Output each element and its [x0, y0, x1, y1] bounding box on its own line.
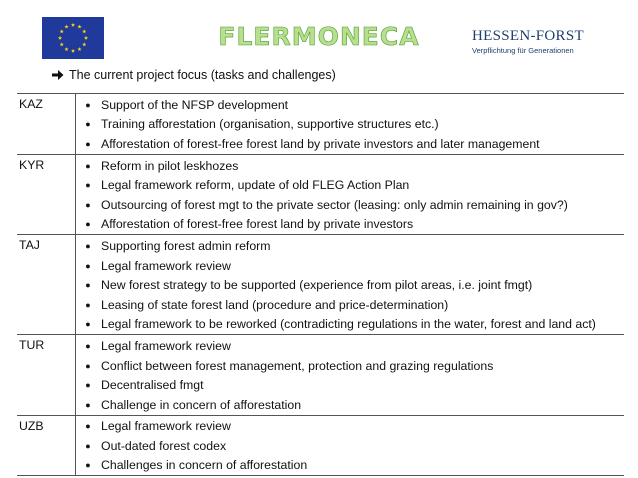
bullet-icon: ● — [85, 280, 91, 291]
list-item — [76, 115, 624, 135]
heading-text: The current project focus (tasks and challenges) — [69, 68, 336, 82]
country-items — [76, 415, 625, 476]
bullet-icon: ● — [85, 160, 91, 171]
country-items — [76, 94, 625, 155]
country-code: TUR — [19, 338, 45, 353]
list-item-text: Afforestation of forest-free forest land by private investors — [101, 217, 414, 232]
list-item — [76, 336, 624, 356]
bullet-icon: ● — [85, 219, 91, 230]
hessen-forst-logo — [472, 28, 582, 55]
list-item — [76, 195, 624, 215]
bullet-icon: ● — [85, 460, 91, 471]
bullet-icon: ● — [85, 399, 91, 410]
list-item — [76, 236, 624, 256]
list-item-text: Challenge in concern of afforestation — [101, 397, 302, 412]
list-item-text: Legal framework review — [101, 419, 231, 434]
list-item-text: New forest strategy to be supported (experience from pilot areas, i.e. joint fmgt) — [101, 278, 533, 293]
list-item — [76, 275, 624, 295]
partner-name: HESSEN-FORST — [472, 28, 584, 44]
bullet-icon: ● — [85, 421, 91, 432]
list-item — [76, 134, 624, 154]
bullet-icon: ● — [85, 260, 91, 271]
list-item — [76, 175, 624, 195]
country-row — [17, 335, 624, 415]
bullet-list — [76, 236, 624, 334]
list-item-text: Support of the NFSP development — [101, 97, 289, 112]
list-item-text: Conflict between forest management, protection and grazing regulations — [101, 358, 494, 373]
country-code: KAZ — [19, 97, 43, 111]
list-item — [76, 156, 624, 176]
bullet-icon: ● — [85, 299, 91, 310]
bullet-icon: ● — [85, 380, 91, 391]
list-item — [76, 215, 624, 235]
list-item-text: Afforestation of forest-free forest land by private investors and later management — [101, 136, 540, 151]
list-item — [76, 95, 624, 115]
list-item-text: Legal framework review — [101, 258, 231, 273]
list-item — [76, 417, 624, 437]
bullet-icon: ● — [85, 180, 91, 191]
bullet-icon: ● — [85, 360, 91, 371]
country-items — [76, 335, 625, 415]
list-item-text: Reform in pilot leskhozes — [101, 158, 239, 173]
country-items — [76, 154, 625, 234]
list-item — [76, 456, 624, 476]
list-item-text: Leasing of state forest land (procedure and price-determination) — [101, 297, 449, 312]
project-title: FLERMONECA — [218, 22, 420, 51]
country-row — [17, 94, 624, 155]
partner-tagline: Verpflichtung für Generationen — [472, 46, 574, 55]
list-item-text: Legal framework to be reworked (contradicting regulations in the water, forest and land act) — [101, 317, 596, 332]
bullet-list — [76, 95, 624, 154]
list-item-text: Outsourcing of forest mgt to the private sector (leasing: only admin remaining in gov?) — [101, 197, 568, 212]
country-code: UZB — [19, 418, 44, 433]
country-items — [76, 235, 625, 335]
bullet-icon: ● — [85, 440, 91, 451]
list-item — [76, 256, 624, 276]
bullet-icon: ● — [85, 240, 91, 251]
bullet-icon: ● — [85, 340, 91, 351]
bullet-list — [76, 336, 624, 414]
country-row — [17, 154, 624, 234]
bullet-icon: ● — [85, 199, 91, 210]
right-arrow-icon — [52, 69, 64, 81]
list-item — [76, 375, 624, 395]
bullet-list — [76, 156, 624, 234]
bullet-icon: ● — [85, 99, 91, 110]
bullet-icon: ● — [85, 119, 91, 130]
list-item — [76, 315, 624, 335]
list-item — [76, 295, 624, 315]
list-item — [76, 356, 624, 376]
country-code: KYR — [19, 157, 45, 172]
list-item-text: Decentralised fmgt — [101, 378, 204, 393]
list-item-text: Legal framework reform, update of old FLEG Action Plan — [101, 178, 410, 193]
list-item-text: Out-dated forest codex — [101, 438, 227, 453]
list-item-text: Training afforestation (organisation, supportive structures etc.) — [101, 117, 439, 132]
country-code: TAJ — [19, 238, 40, 253]
section-heading — [52, 68, 336, 82]
country-row — [17, 235, 624, 335]
list-item-text: Challenges in concern of afforestation — [101, 458, 308, 473]
list-item-text: Supporting forest admin reform — [101, 238, 271, 253]
list-item-text: Legal framework review — [101, 338, 231, 353]
country-row — [17, 415, 624, 476]
list-item — [76, 395, 624, 415]
focus-table — [17, 93, 624, 476]
list-item — [76, 436, 624, 456]
bullet-list — [76, 417, 624, 476]
bullet-icon: ● — [85, 138, 91, 149]
bullet-icon: ● — [85, 319, 91, 330]
